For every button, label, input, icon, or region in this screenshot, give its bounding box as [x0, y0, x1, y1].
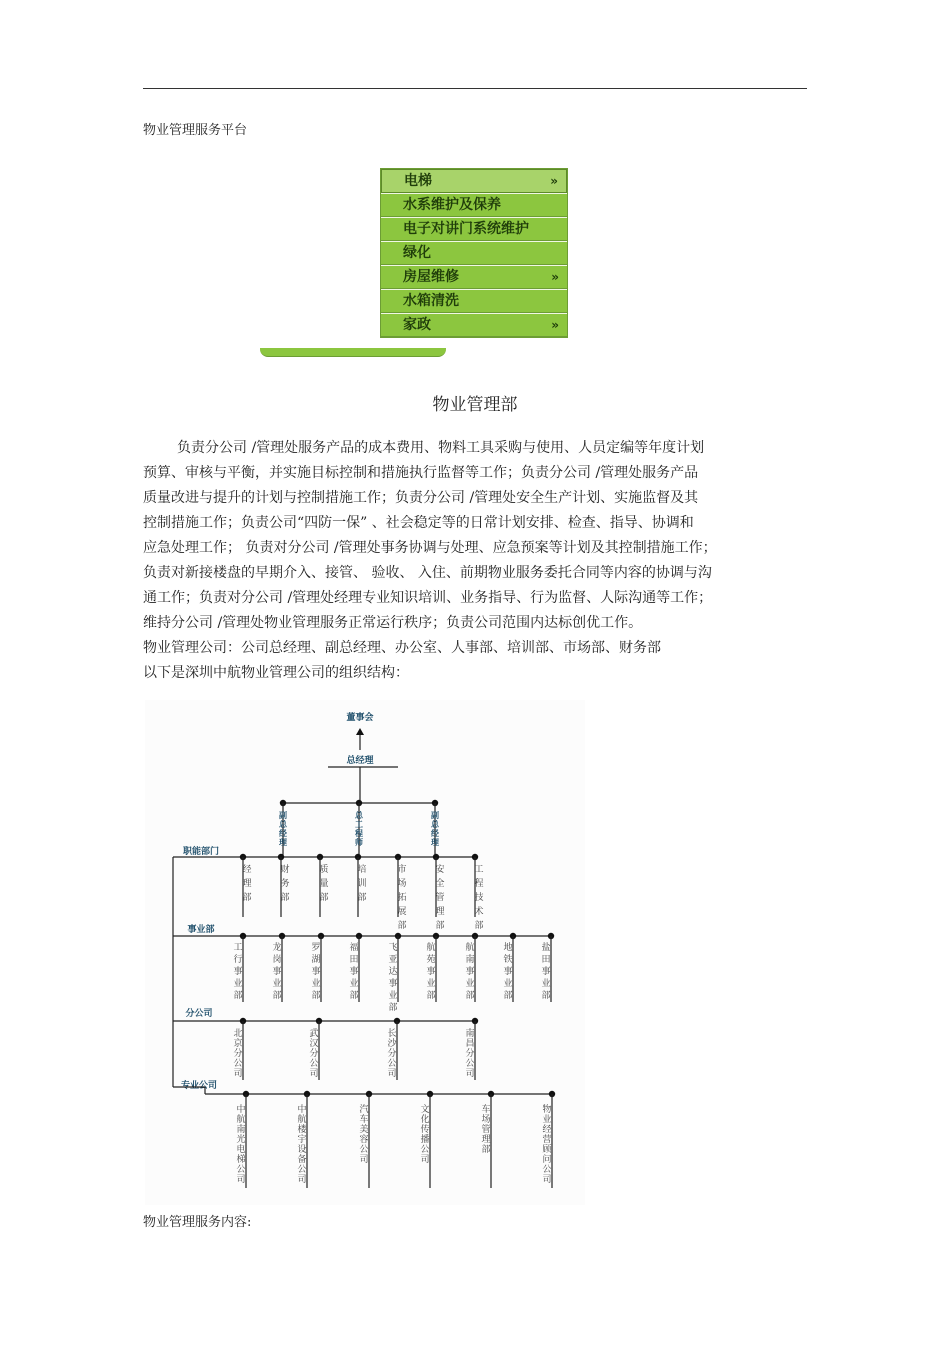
org-section-label: 分公司: [185, 1009, 213, 1019]
menu-item-water-system[interactable]: [381, 193, 567, 217]
org-functional-label: 财务部: [280, 865, 290, 903]
menu-item-house-repair[interactable]: [381, 265, 567, 289]
menu-item-elevator[interactable]: [381, 169, 567, 193]
org-board-label: 董事会: [346, 713, 374, 723]
org-business-label: 龙岗事业部: [272, 943, 282, 1001]
paragraph-line: 通工作；负责对分公司 /管理处经理专业知识培训、业务指导、行为监督、人际沟通等工作；: [143, 590, 713, 606]
org-business-label: 盐田事业部: [541, 943, 551, 1001]
org-chart-svg: [145, 700, 585, 1205]
org-section-label: 专业公司: [180, 1081, 218, 1091]
service-menu: [380, 168, 568, 338]
org-deputy-label: 副总经理: [279, 811, 287, 847]
description-paragraph: [143, 436, 803, 686]
org-branch-label: 武汉分公司: [309, 1029, 319, 1079]
paragraph-line: 质量改进与提升的计划与控制措施工作；负责分公司 /管理处安全生产计划、实施监督及其: [143, 490, 699, 506]
chevron-right-icon: »: [551, 270, 559, 284]
menu-item-label: 房屋维修: [403, 269, 459, 285]
org-branch-label: 长沙分公司: [387, 1029, 397, 1079]
menu-item-tank-cleaning[interactable]: [381, 289, 567, 313]
org-deputy-label: 总工程师: [355, 811, 363, 847]
org-deputy-label: 副总经理: [431, 811, 439, 847]
org-specialized-label: 物业经营顾问公司: [542, 1105, 552, 1185]
arrow-up-icon: [356, 728, 364, 735]
org-branch-label: 北京分公司: [233, 1029, 243, 1079]
org-specialized-label: 汽车美容公司: [359, 1105, 369, 1165]
menu-item-greening[interactable]: [381, 241, 567, 265]
paragraph-line: 负责分公司 /管理处服务产品的成本费用、物料工具采购与使用、人员定编等年度计划: [177, 440, 705, 456]
org-functional-label: 培训部: [357, 865, 367, 903]
org-business-label: 罗湖事业部: [311, 943, 321, 1001]
org-business-label: 地铁事业部: [503, 943, 513, 1001]
org-specialized-label: 文化传播公司: [420, 1105, 430, 1165]
paragraph-line: 维持分公司 /管理处物业管理服务正常运行秩序；负责公司范围内达标创优工作。: [143, 615, 643, 631]
bottom-caption: 物业管理服务内容:: [143, 1215, 252, 1230]
org-business-label: 工行事业部: [233, 943, 243, 1001]
org-functional-label: 经理部: [242, 865, 252, 903]
top-rule: [143, 88, 807, 89]
menu-item-label: 水系维护及保养: [403, 197, 501, 213]
chevron-right-icon: »: [550, 174, 558, 188]
org-specialized-label: 中航楼宇设备公司: [297, 1105, 307, 1185]
paragraph-line: 应急处理工作； 负责对分公司 /管理处事务协调与处理、应急预案等计划及其控制措施工作；: [143, 540, 717, 556]
org-business-label: 飞亚达事业部: [388, 943, 398, 1013]
org-functional-label: 质量部: [319, 865, 329, 903]
org-business-label: 航南事业部: [465, 943, 475, 1001]
org-section-label: 事业部: [187, 925, 215, 935]
menu-item-housekeeping[interactable]: [381, 313, 567, 337]
intro-line: 以下是深圳中航物业管理公司的组织结构：: [143, 665, 409, 681]
org-functional-label: 工程技术部: [474, 865, 484, 931]
menu-item-intercom[interactable]: [381, 217, 567, 241]
org-gm-label: 总经理: [346, 756, 374, 766]
paragraph-line: 控制措施工作；负责公司“四防一保” 、社会稳定等的日常计划安排、检查、指导、协调和: [143, 515, 694, 531]
org-chart: [145, 700, 585, 1205]
paragraph-line: 预算、审核与平衡，并实施目标控制和措施执行监督等工作；负责分公司 /管理处服务产品: [143, 465, 699, 481]
org-business-label: 福田事业部: [349, 943, 359, 1001]
org-specialized-label: 中航南光电梯公司: [236, 1105, 246, 1185]
menu-item-label: 水箱清洗: [403, 293, 459, 309]
chevron-right-icon: »: [551, 318, 559, 332]
org-business-label: 航苑事业部: [426, 943, 436, 1001]
menu-item-label: 绿化: [403, 245, 431, 261]
paragraph-line: 负责对新接楼盘的早期介入、接管、 验收、 入住、前期物业服务委托合同等内容的协调与沟: [143, 565, 712, 581]
org-specialized-label: 车场管理部: [481, 1105, 491, 1155]
menu-item-label: 电子对讲门系统维护: [403, 221, 529, 237]
section-heading: 物业管理部: [432, 395, 518, 415]
org-functional-label: 市场拓展部: [397, 865, 407, 931]
menu-tab-decoration: [260, 348, 446, 357]
org-branch-label: 南昌分公司: [465, 1029, 475, 1079]
menu-item-label: 电梯: [404, 173, 432, 189]
org-functional-label: 安全管理部: [435, 865, 445, 931]
page-title: 物业管理服务平台: [143, 123, 248, 138]
org-section-label: 职能部门: [182, 847, 220, 857]
menu-item-label: 家政: [403, 317, 431, 333]
company-line: 物业管理公司：公司总经理、副总经理、办公室、人事部、培训部、市场部、财务部: [143, 640, 661, 656]
